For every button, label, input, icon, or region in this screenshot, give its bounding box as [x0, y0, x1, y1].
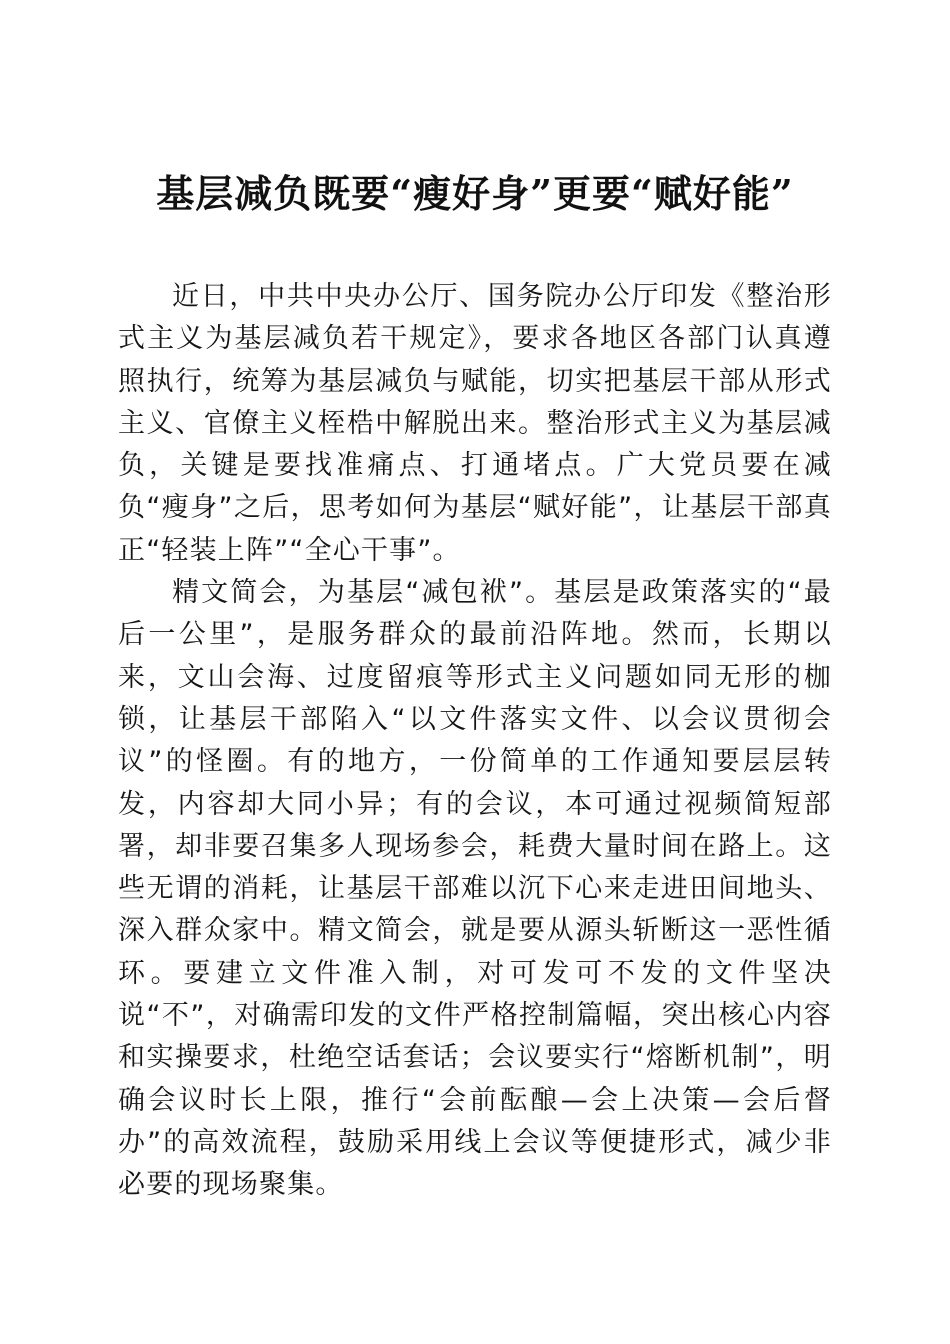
document-body [118, 276, 832, 1207]
paragraph-2: 精文简会，为基层“减包袱”。基层是政策落实的“最后一公里”，是服务群众的最前沿阵地。然而，长期以来，文山会海、过度留痕等形式主义问题如同无形的枷锁，让基层干部陷入“以文件落实文件、以会议贯彻会议”的怪圈。有的地方，一份简单的工作通知要层层转发，内容却大同小异；有的会议，本可通过视频简短部署，却非要召集多人现场参会，耗费大量时间在路上。这些无谓的消耗，让基层干部难以沉下心来走进田间地头、深入群众家中。精文简会，就是要从源头斩断这一恶性循环。要建立文件准入制，对可发可不发的文件坚决说“不”，对确需印发的文件严格控制篇幅，突出核心内容和实操要求，杜绝空话套话；会议要实行“熔断机制”，明确会议时长上限，推行“会前酝酿—会上决策—会后督办”的高效流程，鼓励采用线上会议等便捷形式，减少非必要的现场聚集。 [118, 577, 832, 1201]
paragraph-1: 近日，中共中央办公厅、国务院办公厅印发《整治形式主义为基层减负若干规定》，要求各地区各部门认真遵照执行，统筹为基层减负与赋能，切实把基层干部从形式主义、官僚主义桎梏中解脱出来。整治形式主义为基层减负，关键是要找准痛点、打通堵点。广大党员要在减负“瘦身”之后，思考如何为基层“赋好能”，让基层干部真正“轻装上阵”“全心干事”。 [118, 281, 832, 566]
document-title: 基层减负既要“瘦好身”更要“赋好能” [156, 171, 794, 216]
